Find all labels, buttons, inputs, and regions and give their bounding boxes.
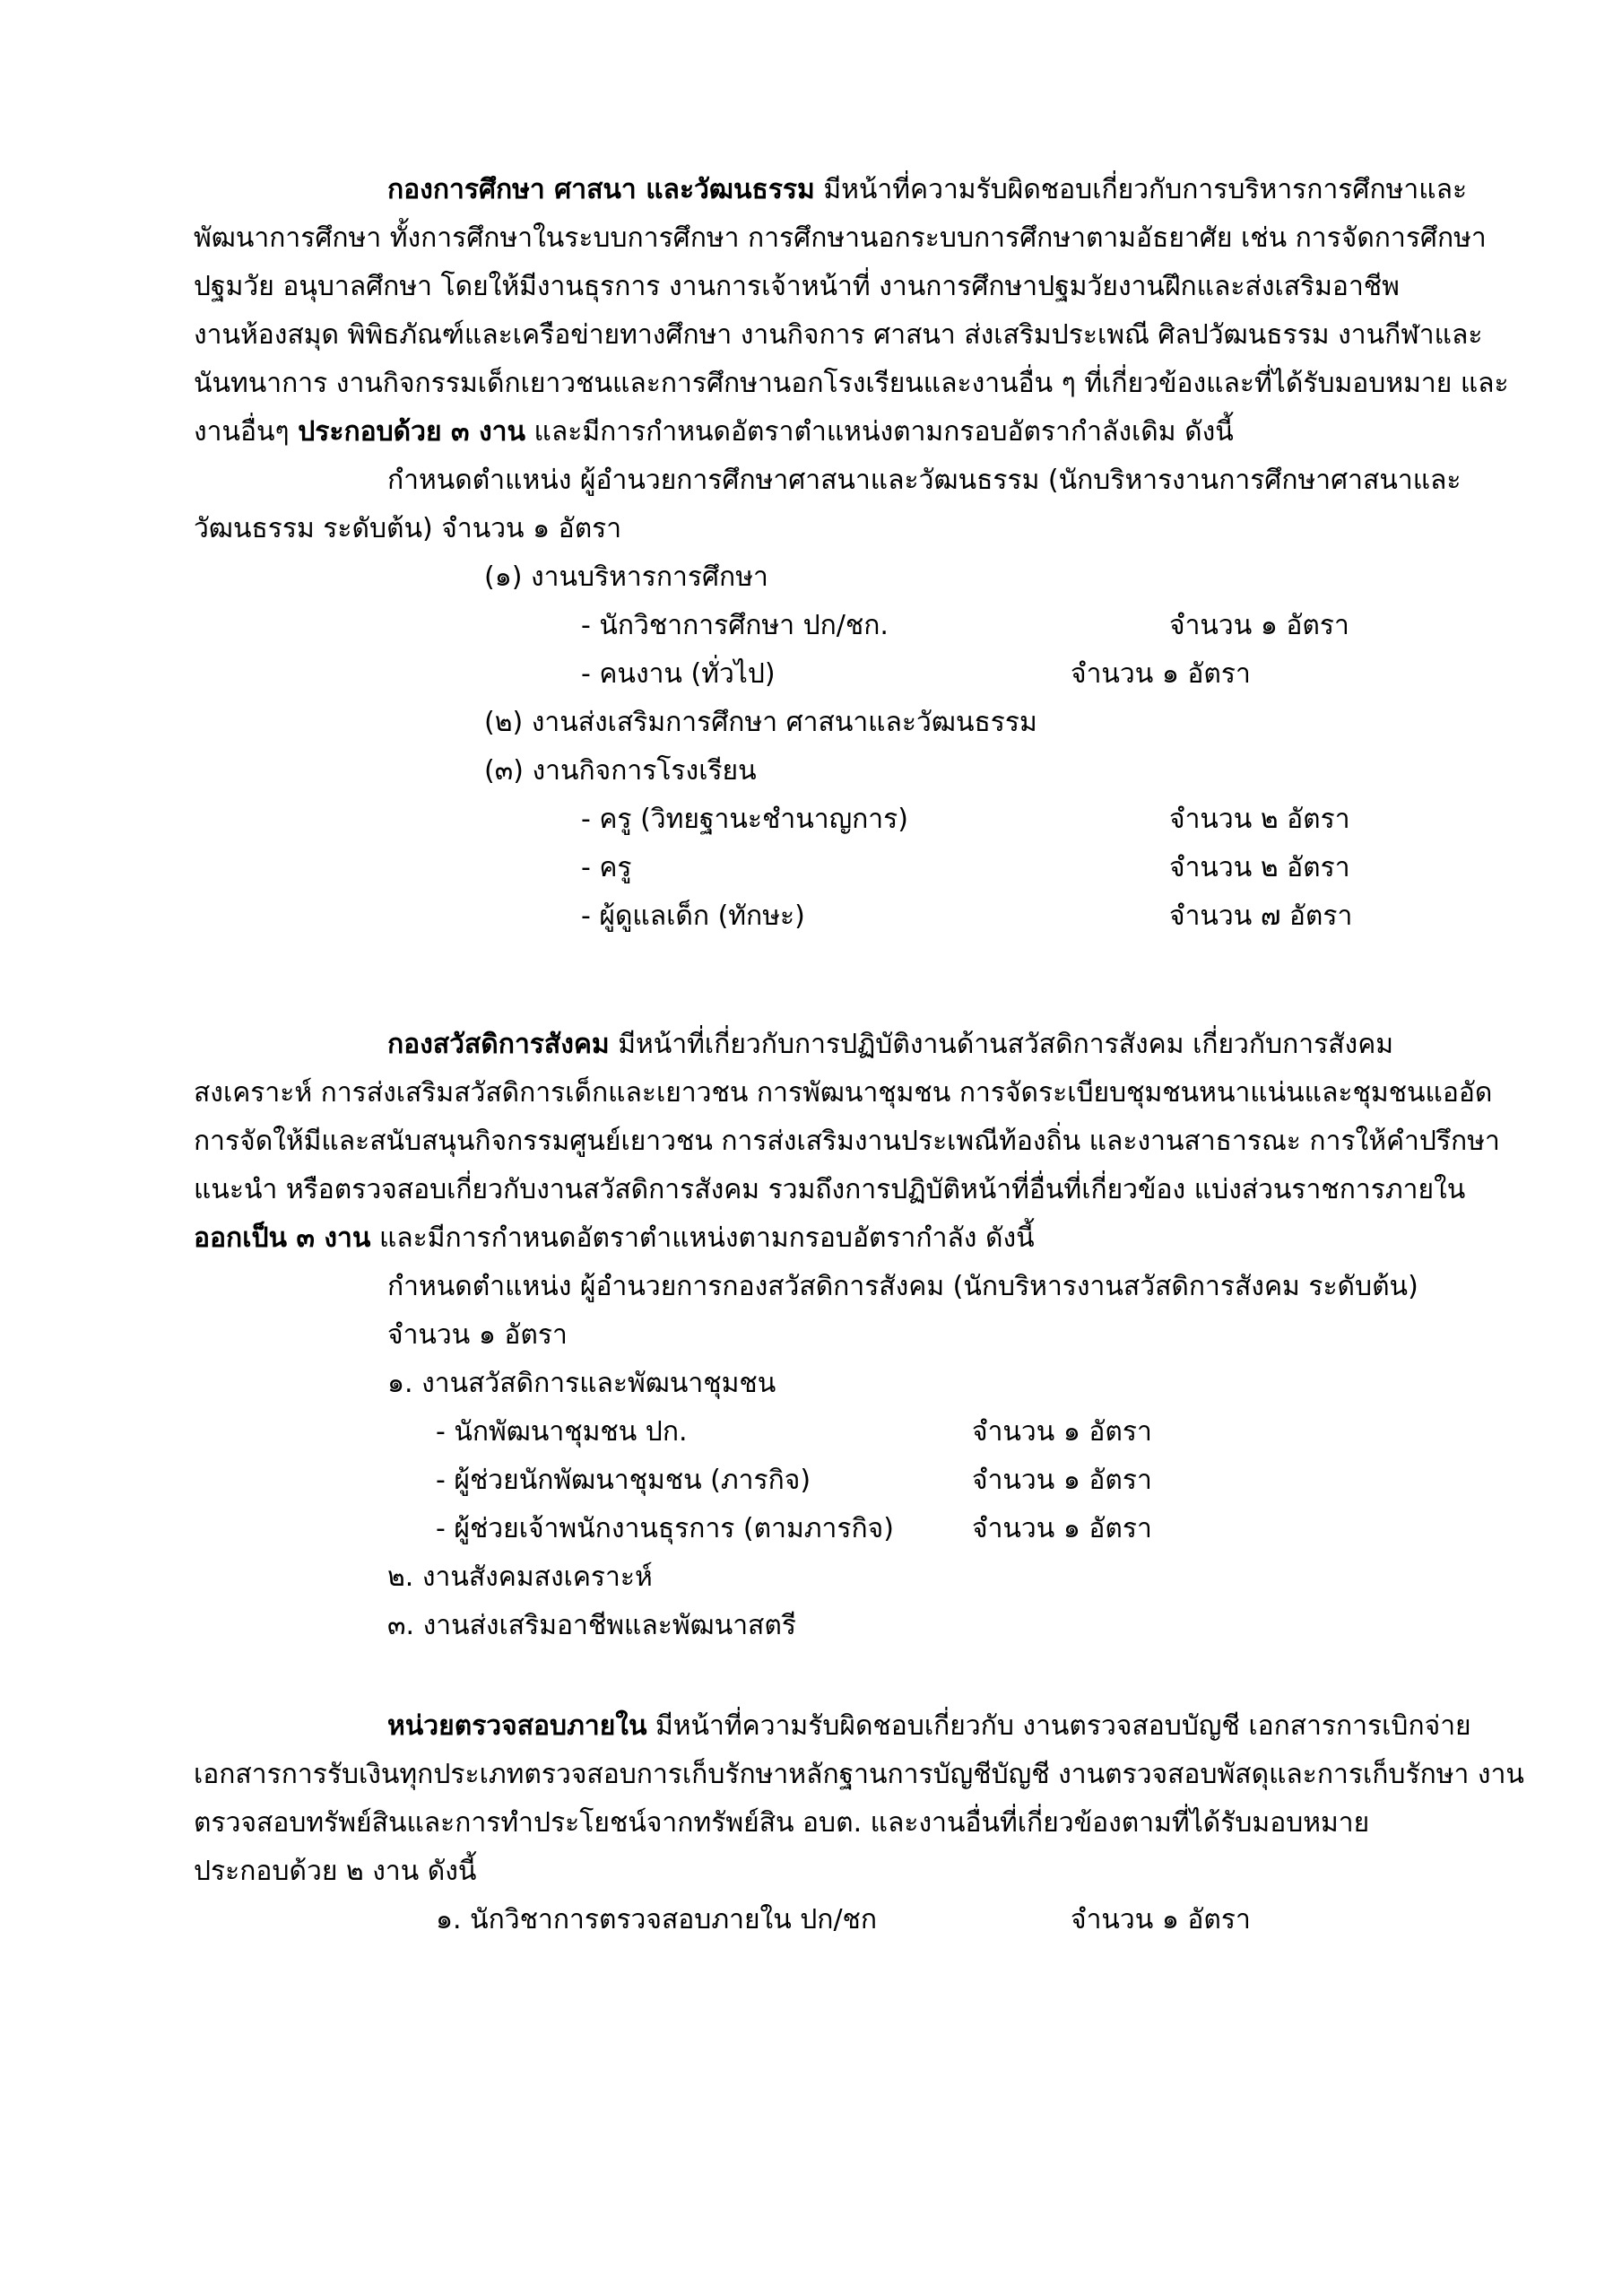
welfare-text: และมีการกำหนดอัตราตำแหน่งตามกรอบอัตรากำลัง ดังนี้ — [370, 1222, 1035, 1254]
education-staff-item: - คนงาน (ทั่วไป) — [581, 658, 776, 690]
education-subsection: (๒) งานส่งเสริมการศึกษา ศาสนาและวัฒนธรรม — [484, 707, 1037, 738]
education-subsection: (๑) งานบริหารการศึกษา — [484, 561, 768, 593]
education-text-line: ปฐมวัย อนุบาลศึกษา โดยให้มีงานธุรการ งานการเจ้าหน้าที่ งานการศึกษาปฐมวัยงานฝึกและส่งเสริมอาชีพ — [194, 271, 1400, 302]
education-section-title: กองการศึกษา ศาสนา และวัฒนธรรม — [387, 174, 815, 205]
education-text: มีหน้าที่ความรับผิดชอบเกี่ยวกับการบริหารการศึกษาและ — [814, 174, 1468, 205]
welfare-subsection: ๒. งานสังคมสงเคราะห์ — [387, 1561, 653, 1593]
welfare-subsection: ๓. งานส่งเสริมอาชีพและพัฒนาสตรี — [387, 1610, 796, 1641]
education-staff-count: จำนวน ๑ อัตรา — [1071, 658, 1251, 690]
education-subsection: (๓) งานกิจการโรงเรียน — [484, 755, 757, 787]
welfare-count-bold: ออกเป็น ๓ งาน — [194, 1222, 371, 1254]
education-staff-item: - นักวิชาการศึกษา ปก/ชก. — [581, 610, 889, 641]
welfare-text-line: สงเคราะห์ การส่งเสริมสวัสดิการเด็กและเยาวชน การพัฒนาชุมชน การจัดระเบียบชุมชนหนาแน่นและชุมชนแออัด — [194, 1077, 1493, 1109]
audit-text-line: ตรวจสอบทรัพย์สินและการทำประโยชน์จากทรัพย์สิน อบต. และงานอื่นที่เกี่ยวข้องตามที่ได้รับมอบหมาย — [194, 1807, 1370, 1839]
education-heading-line — [387, 172, 1467, 208]
audit-text: มีหน้าที่ความรับผิดชอบเกี่ยวกับ งานตรวจสอบบัญชี เอกสารการเบิกจ่าย — [646, 1710, 1471, 1742]
education-position-line: วัฒนธรรม ระดับต้น) จำนวน ๑ อัตรา — [194, 513, 622, 544]
welfare-text-line: แนะนำ หรือตรวจสอบเกี่ยวกับงานสวัสดิการสังคม รวมถึงการปฏิบัติหน้าที่อื่นที่เกี่ยวข้อง แบ่งส่วนราชการภายใน — [194, 1174, 1466, 1205]
welfare-section-title: กองสวัสดิการสังคม — [387, 1029, 610, 1060]
welfare-text-line: การจัดให้มีและสนับสนุนกิจกรรมศูนย์เยาวชน การส่งเสริมงานประเพณีท้องถิ่น และงานสาธารณะ การให้คำปรึกษา — [194, 1126, 1500, 1157]
education-staff-item: - ผู้ดูแลเด็ก (ทักษะ) — [581, 900, 805, 932]
welfare-position-line: กำหนดตำแหน่ง ผู้อำนวยการกองสวัสดิการสังคม (นักบริหารงานสวัสดิการสังคม ระดับต้น) — [387, 1271, 1418, 1302]
audit-section-title: หน่วยตรวจสอบภายใน — [387, 1710, 647, 1742]
education-staff-item: - ครู — [581, 852, 632, 883]
welfare-staff-item: - นักพัฒนาชุมชน ปก. — [436, 1416, 688, 1448]
education-text: และมีการกำหนดอัตราตำแหน่งตามกรอบอัตรากำลังเดิม ดังนี้ — [525, 416, 1234, 448]
education-text: งานอื่นๆ — [194, 416, 299, 448]
welfare-text-line — [194, 1221, 1035, 1257]
welfare-staff-item: - ผู้ช่วยเจ้าพนักงานธุรการ (ตามภารกิจ) — [436, 1513, 894, 1544]
audit-text-line: ประกอบด้วย ๒ งาน ดังนี้ — [194, 1856, 477, 1887]
welfare-position-line: จำนวน ๑ อัตรา — [387, 1319, 568, 1351]
education-text-line: นันทนาการ งานกิจกรรมเด็กเยาวชนและการศึกษานอกโรงเรียนและงานอื่น ๆ ที่เกี่ยวข้องและที่ได้รับมอบหมาย และ — [194, 368, 1509, 399]
welfare-heading-line — [387, 1027, 1393, 1063]
welfare-text: มีหน้าที่เกี่ยวกับการปฏิบัติงานด้านสวัสดิการสังคม เกี่ยวกับการสังคม — [609, 1029, 1394, 1060]
education-text-line: งานห้องสมุด พิพิธภัณฑ์และเครือข่ายทางศึกษา งานกิจการ ศาสนา ส่งเสริมประเพณี ศิลปวัฒนธรรม งานกีฬาและ — [194, 319, 1483, 351]
welfare-staff-count: จำนวน ๑ อัตรา — [972, 1416, 1152, 1448]
welfare-staff-item: - ผู้ช่วยนักพัฒนาชุมชน (ภารกิจ) — [436, 1465, 811, 1496]
education-staff-count: จำนวน ๒ อัตรา — [1169, 804, 1350, 835]
welfare-staff-count: จำนวน ๑ อัตรา — [972, 1465, 1152, 1496]
education-text-line: พัฒนาการศึกษา ทั้งการศึกษาในระบบการศึกษา การศึกษานอกระบบการศึกษาตามอัธยาศัย เช่น การจัดการศึกษา — [194, 222, 1487, 254]
audit-staff-count: จำนวน ๑ อัตรา — [1071, 1904, 1251, 1935]
education-count-bold: ประกอบด้วย ๓ งาน — [298, 416, 525, 448]
education-staff-count: จำนวน ๗ อัตรา — [1169, 900, 1353, 932]
education-position-line: กำหนดตำแหน่ง ผู้อำนวยการศึกษาศาสนาและวัฒนธรรม (นักบริหารงานการศึกษาศาสนาและ — [387, 465, 1462, 496]
audit-text-line: เอกสารการรับเงินทุกประเภทตรวจสอบการเก็บรักษาหลักฐานการบัญชีบัญชี งานตรวจสอบพัสดุและการเก็บรักษา งาน — [194, 1759, 1524, 1790]
audit-staff-item: ๑. นักวิชาการตรวจสอบภายใน ปก/ชก — [436, 1904, 878, 1935]
education-staff-count: จำนวน ๒ อัตรา — [1169, 852, 1350, 883]
education-staff-item: - ครู (วิทยฐานะชำนาญการ) — [581, 804, 908, 835]
education-text-line — [194, 414, 1234, 450]
welfare-subsection: ๑. งานสวัสดิการและพัฒนาชุมชน — [387, 1368, 776, 1399]
welfare-staff-count: จำนวน ๑ อัตรา — [972, 1513, 1152, 1544]
education-staff-count: จำนวน ๑ อัตรา — [1169, 610, 1349, 641]
audit-heading-line — [387, 1709, 1471, 1744]
